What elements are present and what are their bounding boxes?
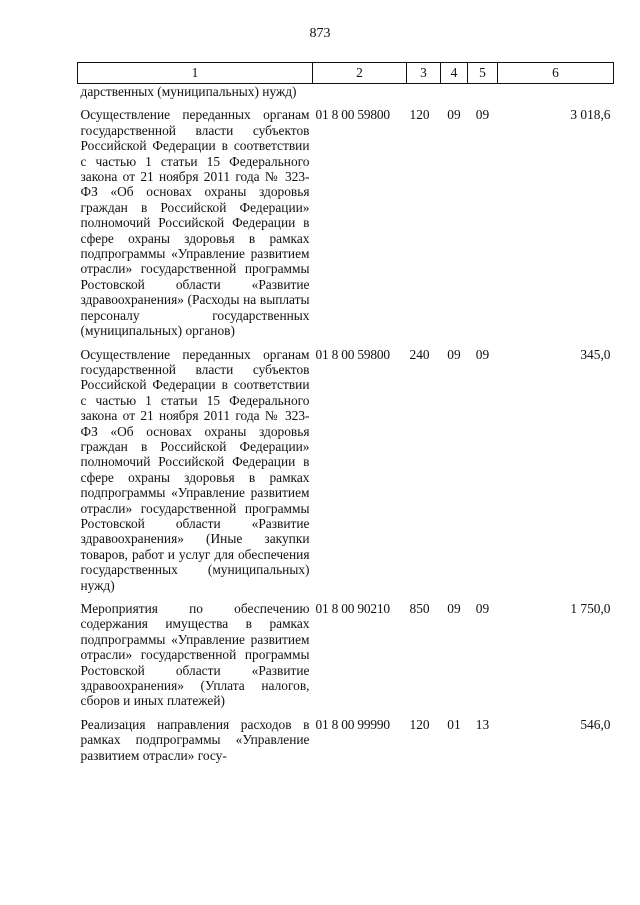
row-description: Мероприятия по обеспечению содержания имущества в рамках подпрограммы «Управление развитием отрасли» государственной программы Ростовской области «Развитие здравоохранения» (Уплата налогов, сборов и иных платежей) <box>80 601 310 709</box>
row-target-article: 01 8 00 59800 <box>315 107 390 123</box>
row-expense-type: 120 <box>409 107 430 123</box>
row-subsection: 09 <box>475 107 490 123</box>
table-row <box>78 593 614 709</box>
row-expense-type: 240 <box>409 346 430 362</box>
row-amount: 546,0 <box>580 716 611 732</box>
table-row-continuation <box>78 84 614 100</box>
table-row <box>78 709 614 763</box>
row-expense-type: 850 <box>409 601 430 616</box>
column-header-expense-type: 3 <box>407 63 441 84</box>
row-description: дарственных (муниципальных) нужд) <box>80 84 297 99</box>
table-row <box>78 339 614 594</box>
table-header-row <box>78 63 614 84</box>
row-target-article: 01 8 00 90210 <box>315 601 390 616</box>
column-header-section: 4 <box>441 63 468 84</box>
row-section: 01 <box>447 716 461 732</box>
row-subsection: 13 <box>475 716 490 732</box>
row-section: 09 <box>447 107 461 123</box>
row-section: 09 <box>447 346 461 362</box>
row-target-article: 01 8 00 59800 <box>315 346 390 362</box>
budget-table <box>77 62 614 763</box>
row-description: Реализация направления расходов в рамках подпрограммы «Управление развитием отрасли» госу- <box>80 716 310 763</box>
row-amount: 1 750,0 <box>570 601 611 616</box>
column-header-target-article: 2 <box>313 63 407 84</box>
table-row <box>78 99 614 338</box>
column-header-description: 1 <box>78 63 313 84</box>
row-description: Осуществление переданных органам государственной власти субъектов Российской Федерации в соответствии с частью 1 статьи 15 Федерального закона от 21 ноября 2011 года № 323-ФЗ «Об основах охраны здоровья граждан в Российской Федерации» полномочий Российской Федерации в сфере охраны здоровья в рамках подпрограммы «Управление развитием отрасли» государственной программы Ростовской области «Развитие здравоохранения» (Иные закупки товаров, работ и услуг для обеспечения государственных (муниципальных) нужд) <box>80 346 310 593</box>
row-subsection: 09 <box>475 346 490 362</box>
column-header-amount: 6 <box>498 63 614 84</box>
row-section: 09 <box>447 601 461 616</box>
row-target-article: 01 8 00 99990 <box>315 716 390 732</box>
row-amount: 345,0 <box>580 346 611 362</box>
row-expense-type: 120 <box>409 716 430 732</box>
column-header-subsection: 5 <box>468 63 498 84</box>
page-number: 873 <box>309 26 331 41</box>
row-description: Осуществление переданных органам государственной власти субъектов Российской Федерации в соответствии с частью 1 статьи 15 Федерального закона от 21 ноября 2011 года № 323-ФЗ «Об основах охраны здоровья граждан в Российской Федерации» полномочий Российской Федерации в сфере охраны здоровья в рамках подпрограммы «Управление развитием отрасли» государственной программы Ростовской области «Развитие здравоохранения» (Расходы на выплаты персоналу государственных (муниципальных) органов) <box>80 107 310 339</box>
row-subsection: 09 <box>475 601 490 616</box>
row-amount: 3 018,6 <box>570 107 611 123</box>
